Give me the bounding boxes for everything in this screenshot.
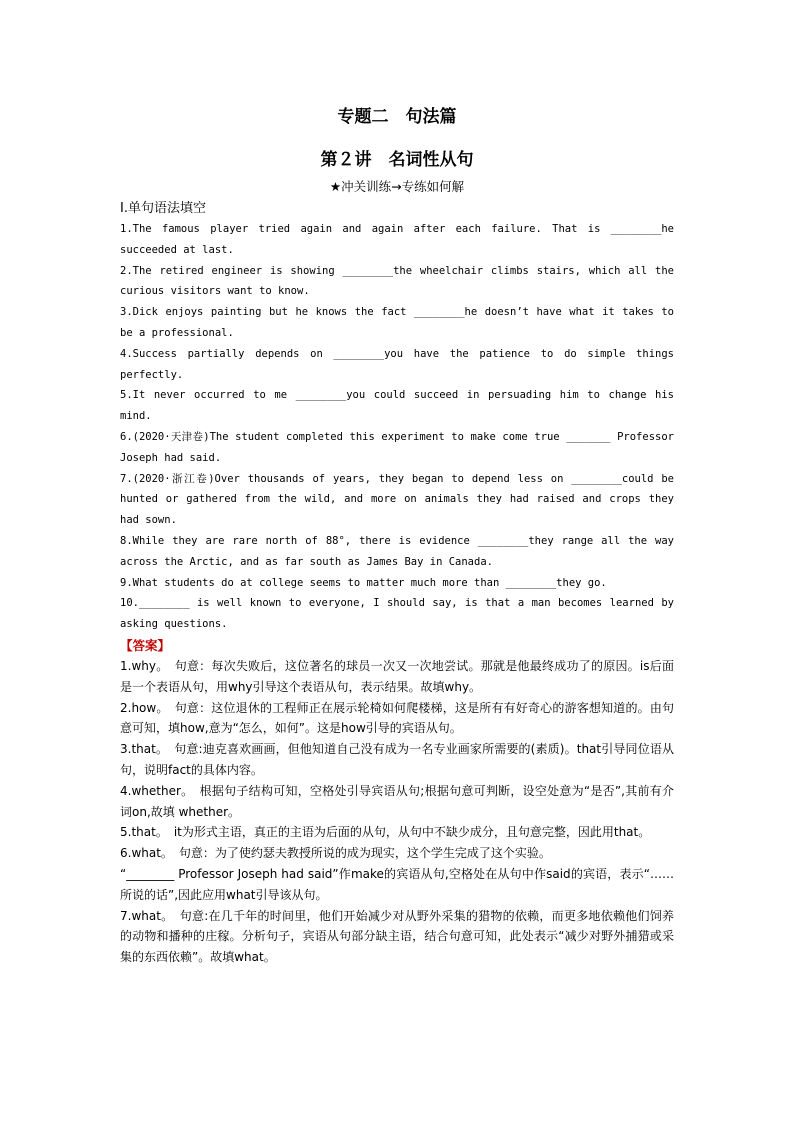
question-item: 1.The famous player tried again and again after each failure. That is ________he succeeded at last. [120, 223, 674, 256]
answer-item: “________ Professor Joseph had said”作make的宾语从句,空格处在从句中作said的宾语，表示“……所说的话”,因此应用what引导该从句。 [120, 866, 674, 902]
section-heading: Ⅰ.单句语法填空 [120, 201, 206, 216]
answer-label: 【答案】 [120, 637, 171, 653]
question-item: 5.It never occurred to me ________you could succeed in persuading him to change his mind. [120, 389, 674, 423]
question-item: 6.(2020·天津卷)The student completed this experiment to make come true _______ Professor Joseph had said. [120, 430, 674, 464]
question-list [120, 219, 674, 635]
answer-list [120, 656, 674, 968]
question-item: 2.The retired engineer is showing ________the wheelchair climbs stairs, which all the curious visitors want to know. [120, 264, 674, 298]
answer-item: 1.why。 句意：每次失败后，这位著名的球员一次又一次地尝试。那就是他最终成功了的原因。is后面是一个表语从句，用why引导这个表语从句，表示结果。故填why。 [120, 658, 674, 694]
answer-item: 7.what。 句意:在几千年的时间里，他们开始减少对从野外采集的猎物的依赖，而更多地依赖他们饲养的动物和播种的庄稼。分析句子，宾语从句部分缺主语，结合句意可知，此处表示“减少对野外捕猎或采集的东西依赖”。故填what。 [120, 908, 674, 965]
document-page [120, 104, 674, 968]
lecture-title: 第２讲 名词性从句 [320, 150, 474, 170]
exercise-subtitle: ★冲关训练→专练如何解 [329, 179, 465, 194]
answer-item: 2.how。 句意：这位退休的工程师正在展示轮椅如何爬楼梯，这是所有有好奇心的游客想知道的。由句意可知，填how,意为“怎么，如何”。这是how引导的宾语从句。 [120, 700, 674, 736]
answer-item: 5.that。 it为形式主语，真正的主语为后面的从句，从句中不缺少成分，且句意完整，因此用that。 [120, 825, 651, 840]
answer-item: 6.what。 句意：为了使约瑟夫教授所说的成为现实，这个学生完成了这个实验。 [120, 846, 551, 861]
question-item: 3.Dick enjoys painting but he knows the fact ________he doesn’t have what it takes to be a professional. [120, 306, 674, 339]
question-item: 8.While they are rare north of 88°, there is evidence ________they range all the way across the Arctic, and as far south as James Bay in Canada. [120, 534, 674, 568]
question-item: 10.________ is well known to everyone, I should say, is that a man becomes learned by asking questions. [120, 597, 674, 631]
question-item: 7.(2020·浙江卷)Over thousands of years, they began to depend less on ________could be hunted or gathered from the wild, and more on animals they had raised and crops they had sown. [120, 472, 674, 527]
question-item: 4.Success partially depends on ________you have the patience to do simple things perfectly. [120, 347, 674, 381]
answer-item: 3.that。 句意:迪克喜欢画画，但他知道自己没有成为一名专业画家所需要的(素质)。that引导同位语从句，说明fact的具体内容。 [120, 742, 674, 777]
topic-title: 专题二 句法篇 [337, 107, 457, 127]
answer-item: 4.whether。 根据句子结构可知，空格处引导宾语从句;根据句意可判断，设空处意为“是否”,其前有介词on,故填 whether。 [120, 783, 674, 819]
question-item: 9.What students do at college seems to matter much more than ________they go. [120, 576, 607, 589]
